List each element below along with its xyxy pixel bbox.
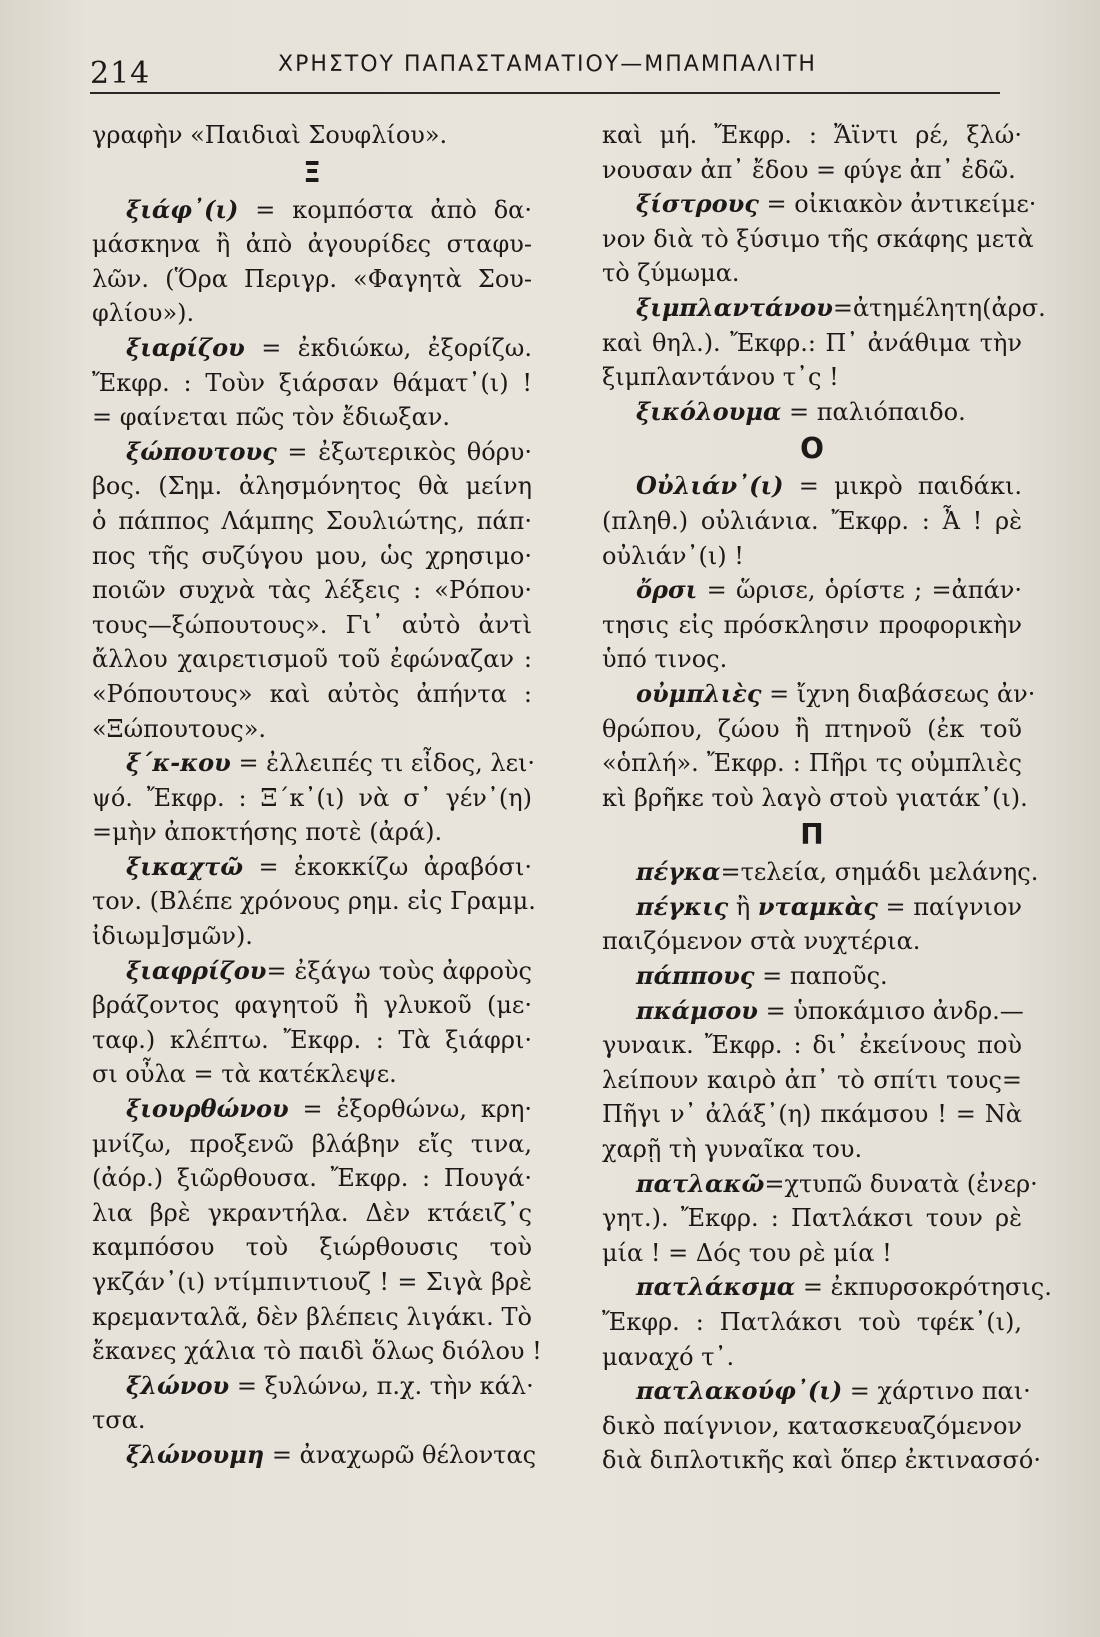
text-line: παιζόμενον στὰ νυχτέρια. [602, 927, 921, 956]
text-line: καμπόσου τοὺ ξιώρθουσις τοὺ [92, 1233, 532, 1262]
text-line: λια βρὲ γκραντήλα. Δὲν κτάειζ᾽ς [92, 1198, 532, 1227]
entry-line: οὐμπλιὲς = ἴχνη διαβάσεως ἀν· [636, 678, 1036, 708]
entry-line: ξιαρίζου = ἐκδιώκω, ἐξορίζω. [126, 332, 532, 362]
text-line: μαναχό τ᾽. [602, 1342, 735, 1371]
headword: πέγκις [636, 891, 729, 921]
text-line: κὶ βρῆκε τοὺ λαγὸ στοὺ γιατάκ᾽(ι). [602, 783, 1028, 812]
text-line: ποιῶν συχνὰ τὰς λέξεις : «Ρόπου· [92, 576, 532, 605]
text-line: τὸ ζύμωμα. [602, 259, 740, 288]
text-line: πος τῆς συζύγου μου, ὡς χρησιμο· [92, 541, 532, 570]
text-line: νουσαν ἀπ᾽ ἔδου = φύγε ἀπ᾽ ἐδῶ. [602, 155, 1016, 184]
entry-line: ξιαφρίζου= ἐξάγω τοὺς ἀφροὺς [126, 955, 532, 985]
headword: πατλάκσμα [636, 1272, 796, 1302]
text-line: ὑπό τινος. [602, 645, 728, 674]
entry-line: πατλακῶ=χτυπῶ δυνατὰ (ἐνερ· [636, 1168, 1038, 1198]
headword: ξιαφρίζου [126, 955, 267, 985]
headword: πάππους [636, 961, 755, 991]
headword: πκάμσου [636, 995, 758, 1025]
text-line: φλίου»). [92, 299, 195, 328]
text-line: καὶ μή. Ἔκφρ. : Ἄϊντι ρέ, ξλώ· [602, 121, 1022, 149]
text-line: ἄλλου χαιρετισμοῦ τοῦ ἐφώναζαν : [92, 645, 532, 674]
headword: οὐμπλιὲς [636, 678, 762, 708]
headword: νταμκὰς [757, 891, 878, 921]
entry-line: πέγκα=τελεία, σημάδι μελάνης. [636, 857, 1039, 887]
page-number: 214 [90, 56, 151, 91]
headword: ξικόλουμα [636, 396, 782, 426]
right-column [602, 118, 1052, 1478]
text-line: ἰδιωμ]σμῶν). [92, 922, 253, 951]
text-line: κρεμανταλᾶ, δὲν βλέπεις λιγάκι. Τὸ [92, 1302, 532, 1331]
headword: ξιαρίζου [126, 332, 245, 362]
entry-line: πατλάκσμα = ἐκπυρσοκρότησις. [636, 1272, 1052, 1302]
headword: ξιμπλαντάνου [636, 292, 833, 322]
text-line: Ἔκφρ. : Τοὺν ξιάρσαν θάματ᾽(ι) ! [92, 368, 532, 397]
text-line: (ἀόρ.) ξιῶρθουσα. Ἔκφρ. : Πουγά· [92, 1164, 532, 1193]
left-column [92, 118, 542, 1473]
text-line: θρώπου, ζώου ἢ πτηνοῦ (ἐκ τοῦ [602, 714, 1022, 743]
entry-line: ξ΄κ-κου = ἐλλειπές τι εἶδος, λει· [126, 748, 536, 778]
entry-line: ξικαχτῶ = ἐκοκκίζω ἀραβόσι· [126, 851, 532, 881]
text-line: διὰ διπλοτικῆς καὶ ὅπερ ἐκτινασσό· [602, 1446, 1041, 1475]
entry-line: ξιμπλαντάνου=ἀτημέλητη(ἀρσ. [636, 292, 1046, 322]
headword: ξίστρους [636, 189, 759, 219]
headword: ὄρσι [636, 575, 698, 605]
text-line: ταφ.) κλέπτω. Ἔκφρ. : Τὰ ξιάφρι· [92, 1025, 532, 1054]
text-line: μία ! = Δός του ρὲ μία ! [602, 1238, 892, 1267]
text-line: «Ρόπουτους» καὶ αὐτὸς ἀπήντα : [92, 679, 532, 708]
headword: ξιουρθώνου [126, 1094, 289, 1124]
section-heading-omicron: Ο [800, 432, 824, 466]
text-line: «Ξώπουτους». [92, 714, 267, 743]
text-line: ξιμπλαντάνου τ᾽ς ! [602, 363, 839, 392]
entry-line: Οὐλιάν᾽(ι) = μικρὸ παιδάκι. [636, 471, 1022, 501]
text-line: μάσκηνα ἢ ἀπὸ ἀγουρίδες σταφυ- [92, 230, 532, 259]
text-line: ἔκανες χάλια τὸ παιδὶ ὅλως διόλου ! [92, 1337, 542, 1366]
text-line: χαρῇ τὴ γυναῖκα του. [602, 1135, 863, 1164]
text-line: «ὁπλή». Ἔκφρ. : Πῆρι τς οὐμπλιὲς [602, 749, 1022, 778]
entry-line: ξλώνου = ξυλώνω, π.χ. τὴν κάλ· [126, 1370, 534, 1400]
headword: ξλώνου [126, 1370, 230, 1400]
text-line: βράζοντος φαγητοῦ ἢ γλυκοῦ (με· [92, 991, 532, 1020]
entry-line: ξλώνουμη = ἀναχωρῶ θέλοντας [126, 1439, 537, 1469]
text-line: καὶ θηλ.). Ἔκφρ.: Π᾽ ἀνάθιμα τὴν [602, 328, 1022, 357]
text-line: = φαίνεται πῶς τὸν ἔδιωξαν. [92, 403, 451, 432]
section-heading-xi: Ξ [303, 155, 321, 189]
running-title: ΧΡΗΣΤΟΥ ΠΑΠΑΣΤΑΜΑΤΙΟΥ—ΜΠΑΜΠΑΛΙΤΗ [278, 52, 817, 77]
entry-line: πατλακούφ᾽(ι) = χάρτινο παι· [636, 1376, 1031, 1406]
text-line: βος. (Σημ. ἀλησμόνητος θὰ μείνη [92, 472, 532, 501]
text-line: τσα. [92, 1406, 146, 1435]
entry-line: ξιάφ᾽(ι) = κομπόστα ἀπὸ δα· [126, 194, 532, 224]
text-line: Πῆγι ν᾽ ἀλάξ᾽(η) πκάμσου ! = Νὰ [602, 1100, 1022, 1129]
text-line: γραφὴν «Παιδιαὶ Σουφλίου». [92, 121, 448, 149]
text-line: γητ.). Ἔκφρ. : Πατλάκσι τουν ρὲ [602, 1204, 1022, 1233]
text-line: δικὸ παίγνιον, κατασκευαζόμενον [602, 1411, 1022, 1440]
text-line: τους—ξώπουτους». Γι᾽ αὐτὸ ἀντὶ [92, 610, 532, 639]
headword: πατλακῶ [636, 1168, 765, 1198]
text-line: σι οὖλα = τὰ κατέκλεψε. [92, 1060, 397, 1089]
text-line: λείπουν καιρὸ ἀπ᾽ τὸ σπίτι τους= [602, 1065, 1022, 1094]
headword: ξιάφ᾽(ι) [126, 194, 239, 224]
text-line: νον διὰ τὸ ξύσιμο τῆς σκάφης μετὰ [602, 224, 1034, 253]
entry-line: ξίστρους = οἰκιακὸν ἀντικείμε· [636, 189, 1037, 219]
text-line: μνίζω, προξενῶ βλάβην εἴς τινα, [92, 1129, 532, 1158]
headword: πέγκα [636, 857, 721, 887]
text-line: λῶν. (Ὅρα Περιγρ. «Φαγητὰ Σου- [92, 264, 532, 293]
headword: ξικαχτῶ [126, 851, 244, 881]
headword: ξ΄κ-κου [126, 748, 231, 778]
page-header [90, 44, 1000, 94]
entry-line: ὄρσι = ὥρισε, ὁρίστε ; =ἀπάν· [636, 575, 1022, 605]
headword: ξώπουτους [126, 436, 277, 466]
entry-line: ξώπουτους = ἐξωτερικὸς θόρυ· [126, 436, 532, 466]
text-line: =μὴν ἀποκτήσης ποτὲ (ἀρά). [92, 818, 443, 847]
text-line: γκζάν᾽(ι) ντίμπιντιουζ ! = Σιγὰ βρὲ [92, 1268, 532, 1296]
entry-line: πκάμσου = ὑποκάμισο ἀνδρ.— [636, 995, 1024, 1025]
headword: Οὐλιάν᾽(ι) [636, 471, 784, 501]
headword: πατλακούφ᾽(ι) [636, 1376, 843, 1406]
entry-line: ξικόλουμα = παλιόπαιδο. [636, 396, 966, 426]
text-line: γυναικ. Ἔκφρ. : δι᾽ ἐκείνους ποὺ [602, 1031, 1022, 1060]
text-line: (πληθ.) οὐλιάνια. Ἔκφρ. : Ἆ ! ρὲ [602, 506, 1022, 535]
entry-line: ξιουρθώνου = ἐξορθώνω, κρη· [126, 1094, 532, 1124]
text-line: τον. (Βλέπε χρόνους ρημ. εἰς Γραμμ. [92, 887, 536, 916]
section-heading-pi: Π [800, 818, 824, 852]
text-line: ψό. Ἔκφρ. : Ξ΄κ᾽(ι) νὰ σ᾽ γέν᾽(η) [92, 783, 532, 812]
text-line: τησις εἰς πρόσκλησιν προφορικὴν [602, 610, 1022, 639]
headword: ξλώνουμη [126, 1439, 265, 1469]
entry-line: πέγκις ἢ νταμκὰς = παίγνιον [636, 891, 1022, 921]
text-line: οὐλιάν᾽(ι) ! [602, 541, 744, 570]
text-line: Ἔκφρ. : Πατλάκσι τοὺ τφέκ᾽(ι), [602, 1308, 1022, 1336]
entry-line: πάππους = παποῦς. [636, 961, 888, 991]
text-line: ὁ πάππος Λάμπης Σουλιώτης, πάπ· [92, 506, 532, 535]
